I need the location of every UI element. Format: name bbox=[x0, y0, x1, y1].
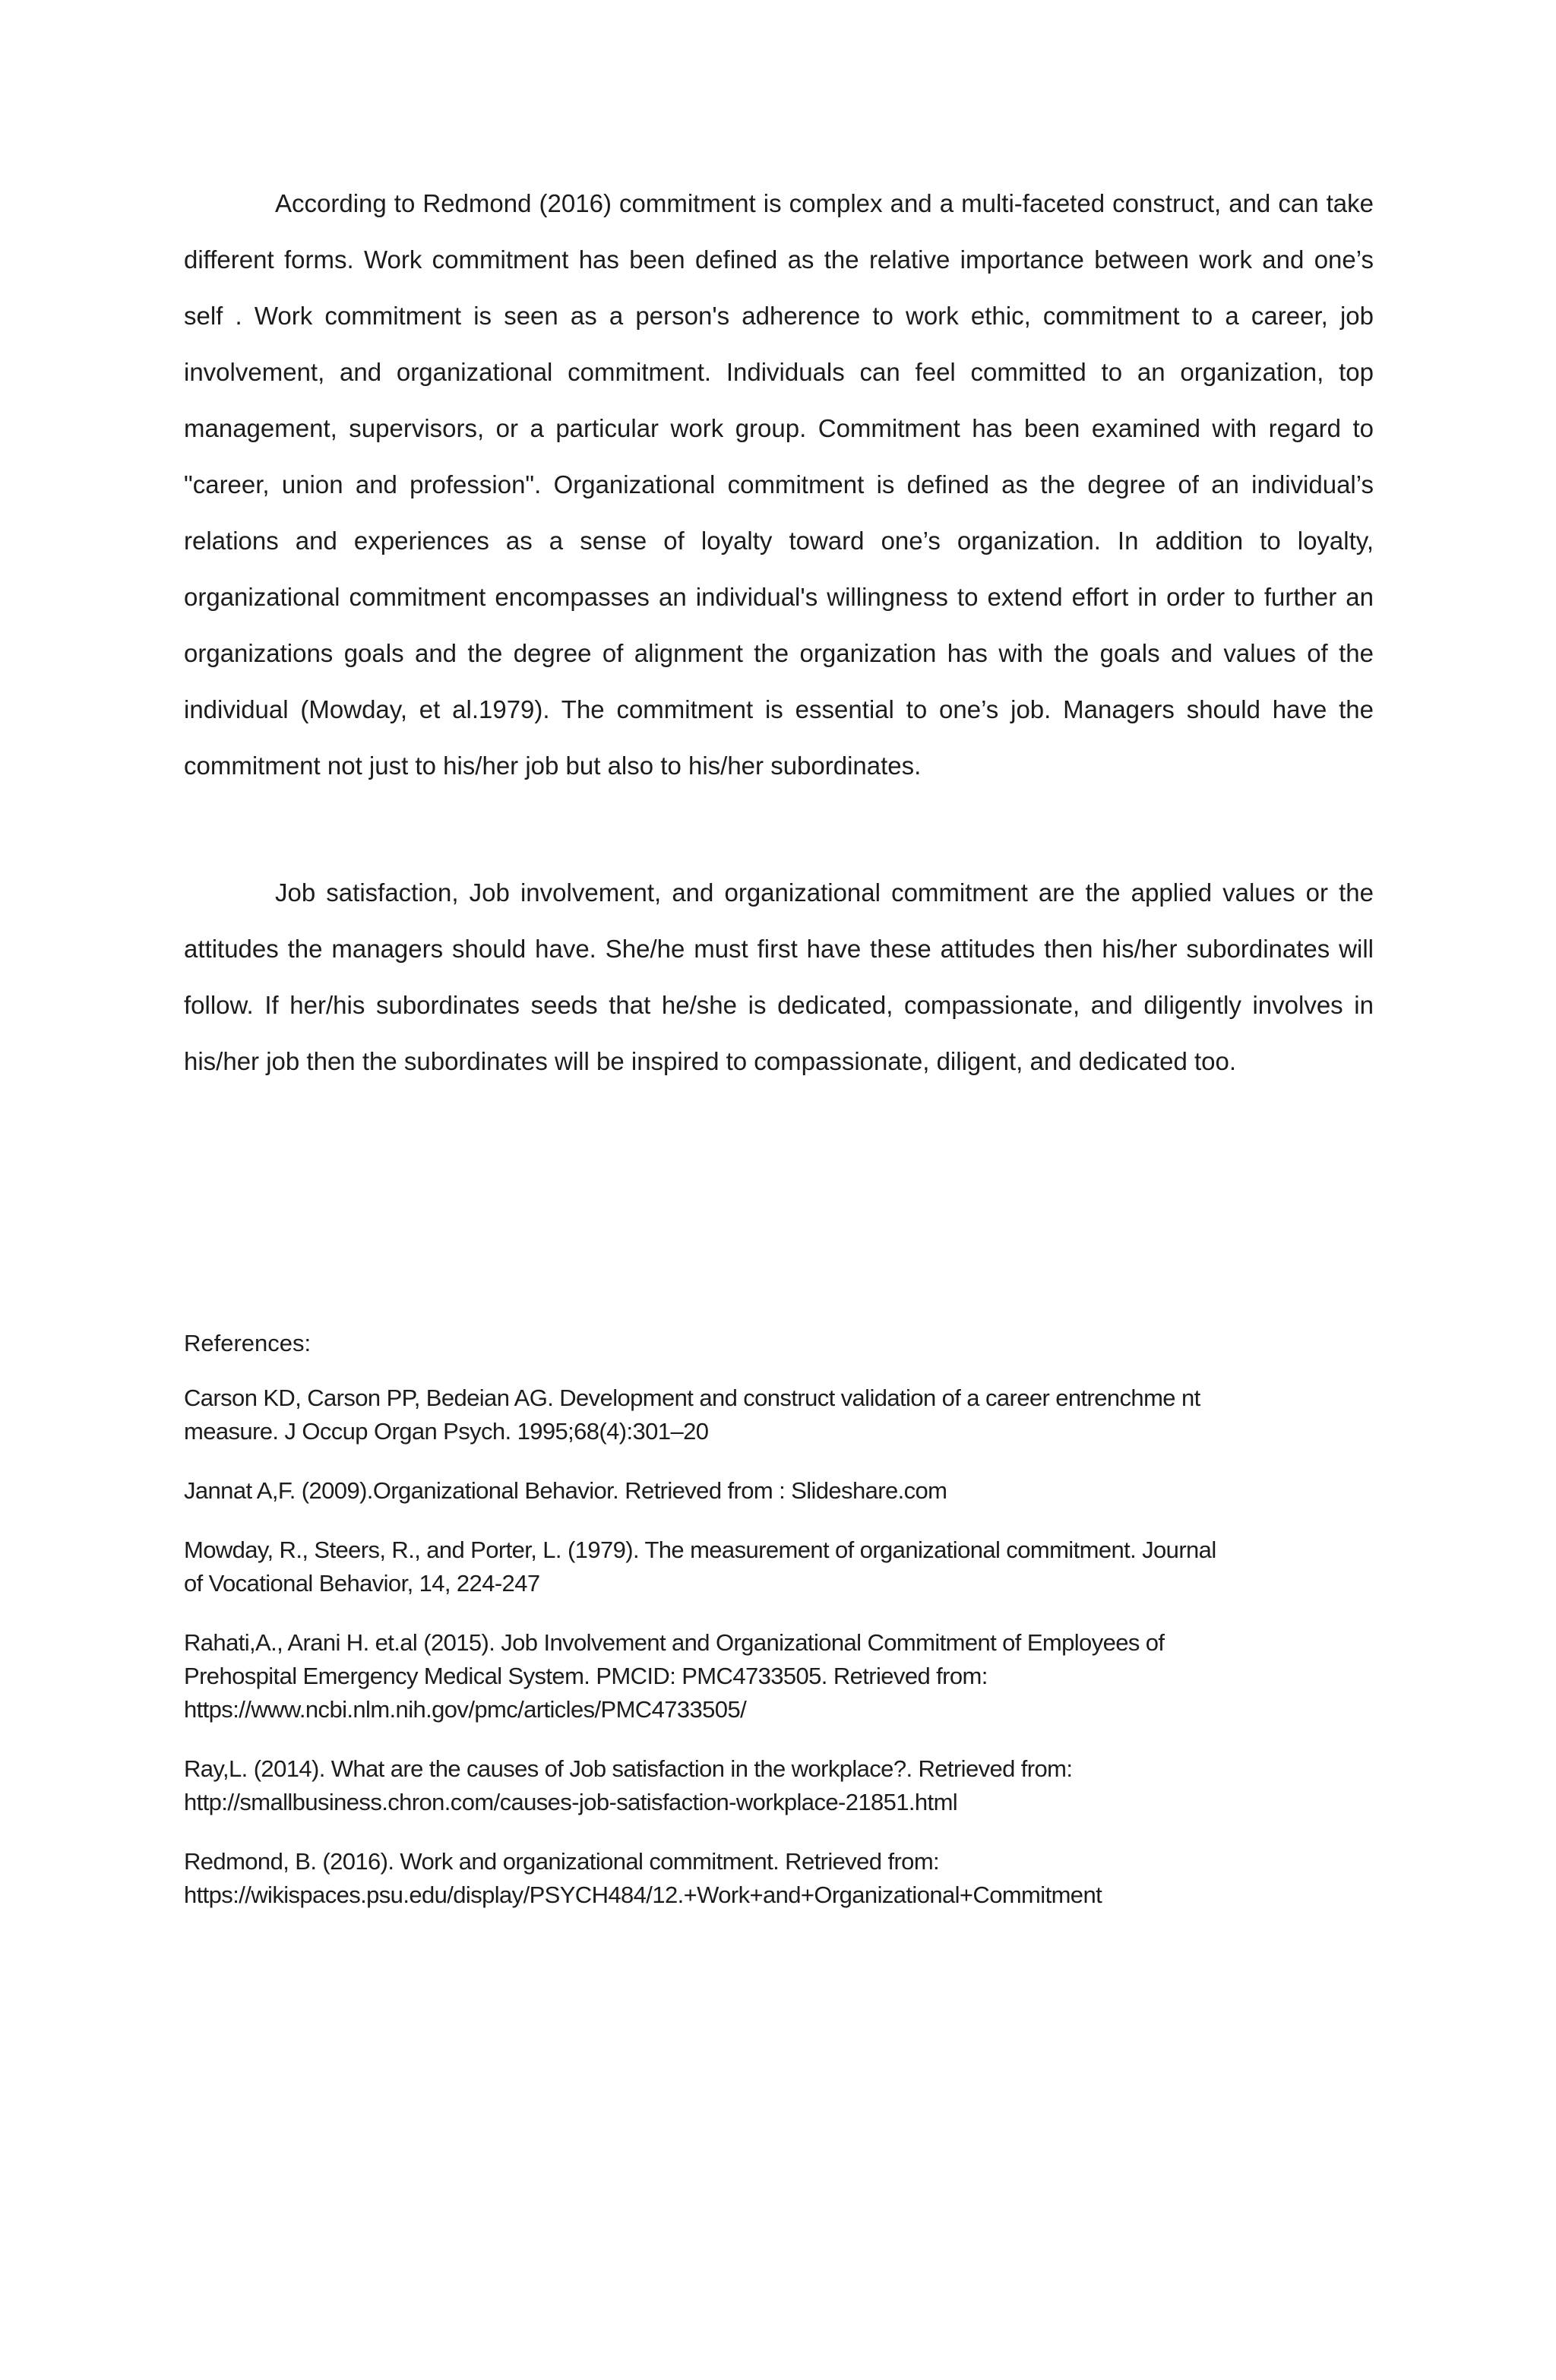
body-paragraph-1: According to Redmond (2016) commitment is complex and a multi-faceted construct, and can take different forms. Work commitment has been defined as the relative importance between work and one’s self . Work commitment is seen as a person's adherence to work ethic, commitment to a career, job involvement, and organizational commitment. Individuals can feel committed to an organization, top management, supervisors, or a particular work group. Commitment has been examined with regard to "career, union and profession". Organizational commitment is defined as the degree of an individual’s relations and experiences as a sense of loyalty toward one’s organization. In addition to loyalty, organizational commitment encompasses an individual's willingness to extend effort in order to further an organizations goals and the degree of alignment the organization has with the goals and values of the individual (Mowday, et al.1979). The commitment is essential to one’s job. Managers should have the commitment not just to his/her job but also to his/her subordinates. bbox=[184, 189, 1374, 780]
reference-item bbox=[184, 1474, 1374, 1508]
body-paragraph-2: Job satisfaction, Job involvement, and organizational commitment are the applied values or the attitudes the managers should have. She/he must first have these attitudes then his/her subordinates will follow. If her/his subordinates seeds that he/she is dedicated, compassionate, and diligently involves in his/her job then the subordinates will be inspired to compassionate, diligent, and dedicated too. bbox=[184, 878, 1374, 1075]
references-list bbox=[184, 1381, 1374, 1938]
reference-line: of Vocational Behavior, 14, 224-247 bbox=[184, 1570, 540, 1597]
reference-line: measure. J Occup Organ Psych. 1995;68(4):301–20 bbox=[184, 1418, 709, 1445]
reference-link[interactable]: https://www.ncbi.nlm.nih.gov/pmc/articles/PMC4733505/ bbox=[184, 1696, 747, 1723]
reference-line: Jannat A,F. (2009).Organizational Behavior. Retrieved from : Slideshare.com bbox=[184, 1477, 947, 1504]
reference-item bbox=[184, 1381, 1374, 1448]
reference-link[interactable]: http://smallbusiness.chron.com/causes-job-satisfaction-workplace-21851.html bbox=[184, 1789, 958, 1815]
reference-line: Mowday, R., Steers, R., and Porter, L. (1979). The measurement of organizational commitment. Journal bbox=[184, 1537, 1216, 1563]
reference-item bbox=[184, 1626, 1374, 1726]
reference-line: Carson KD, Carson PP, Bedeian AG. Development and construct validation of a career entrenchme nt bbox=[184, 1385, 1200, 1411]
reference-line: Prehospital Emergency Medical System. PMCID: PMC4733505. Retrieved from: bbox=[184, 1663, 988, 1689]
reference-link[interactable]: https://wikispaces.psu.edu/display/PSYCH484/12.+Work+and+Organizational+Commitment bbox=[184, 1882, 1102, 1908]
reference-line: Ray,L. (2014). What are the causes of Job satisfaction in the workplace?. Retrieved from: bbox=[184, 1755, 1073, 1782]
reference-item bbox=[184, 1752, 1374, 1819]
reference-line: Redmond, B. (2016). Work and organizational commitment. Retrieved from: bbox=[184, 1848, 940, 1875]
reference-item bbox=[184, 1845, 1374, 1912]
reference-item bbox=[184, 1533, 1374, 1600]
references-heading: References: bbox=[184, 1330, 312, 1356]
reference-line: Rahati,A., Arani H. et.al (2015). Job Involvement and Organizational Commitment of Employees of bbox=[184, 1629, 1165, 1656]
